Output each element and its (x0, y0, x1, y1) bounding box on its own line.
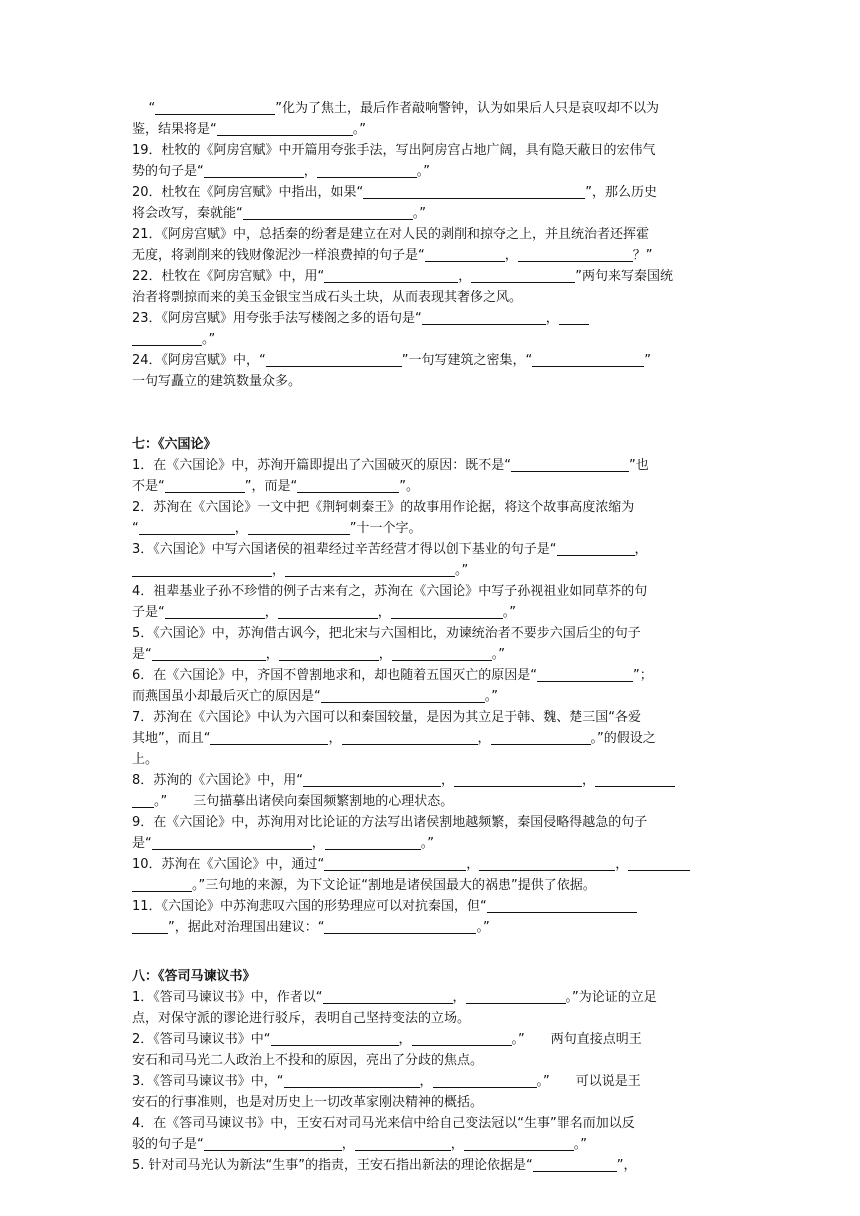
answer-blank[interactable] (271, 1031, 399, 1046)
answer-blank[interactable] (325, 835, 421, 850)
question-line: ， 。” (132, 560, 732, 581)
answer-blank[interactable] (243, 205, 413, 220)
question-line: 将会改写，秦就能“ 。” (132, 206, 426, 221)
answer-blank[interactable] (466, 989, 566, 1004)
answer-blank[interactable] (533, 1157, 617, 1172)
question-line: 子是“ ， ， 。” (132, 605, 517, 620)
answer-blank[interactable] (323, 989, 453, 1004)
question-5: 5. 针对司马光认为新法“生事”的指责，王安石指出新法的理论依据是“ ”， (132, 1158, 637, 1173)
question-line: 而燕国虽小却最后灭亡的原因是“ 。” (132, 689, 498, 704)
question-line: 是“ ， ， 。” (132, 647, 506, 662)
answer-blank[interactable] (297, 478, 399, 493)
question-9: 9．在《六国论》中，苏洵用对比论证的方法写出诸侯割地越频繁，秦国侵略得越急的句子 (132, 815, 648, 830)
answer-blank[interactable] (279, 646, 379, 661)
answer-blank[interactable] (204, 163, 304, 178)
question-24: 24．《阿房宫赋》中，“ ”一句写建筑之密集，“ ” (132, 353, 652, 368)
question-23: 23．《阿房宫赋》用夸张手法写楼阁之多的语句是“ ， (132, 308, 732, 329)
question-line: 无度，将剥削来的钱财像泥沙一样浪费掉的句子是“ ， ？” (132, 248, 653, 263)
answer-blank[interactable] (454, 772, 582, 787)
answer-blank[interactable] (204, 1136, 342, 1151)
question-1: 1．《答司马谏议书》中，作者以“ ， 。”为论证的立足 (132, 990, 657, 1005)
answer-blank[interactable] (363, 184, 585, 199)
question-line: 。” (132, 329, 732, 350)
question-7: 7．苏洵在《六国论》中认为六国可以和秦国较量，是因为其立足于韩、魏、楚三国“各爱 (132, 710, 642, 725)
answer-blank[interactable] (532, 352, 644, 367)
answer-blank[interactable] (217, 121, 353, 136)
answer-blank[interactable] (152, 835, 312, 850)
question-2: 2．苏洵在《六国论》一文中把《荆轲刺秦王》的故事用作论据，将这个故事高度浓缩为 (132, 500, 635, 515)
question-line: 上。 (132, 752, 159, 767)
answer-blank[interactable] (165, 604, 265, 619)
answer-blank[interactable] (559, 310, 589, 325)
answer-blank[interactable] (132, 331, 202, 346)
question-19: 19．杜牧的《阿房宫赋》中开篇用夸张手法，写出阿房宫占地广阔，具有隐天蔽日的宏伟气 (132, 143, 656, 158)
answer-blank[interactable] (284, 1073, 420, 1088)
answer-blank[interactable] (464, 1136, 574, 1151)
question-4: 4．祖辈基业子孙不珍惜的例子古来有之，苏洵在《六国论》中写子孙视祖业如同草芥的句 (132, 584, 648, 599)
question-line: “ ”化为了焦土，最后作者敲响警钟，认为如果后人只是哀叹却不以为 (148, 101, 660, 116)
question-line: 一句写矗立的建筑数量众多。 (132, 374, 302, 389)
answer-blank[interactable] (537, 667, 633, 682)
answer-blank[interactable] (324, 919, 476, 934)
question-11: 11．《六国论》中苏洵悲叹六国的形势理应可以对抗秦国，但“ (132, 896, 732, 917)
question-line: 安石和司马光二人政治上不投和的原因，亮出了分歧的焦点。 (132, 1053, 484, 1068)
answer-blank[interactable] (303, 772, 441, 787)
answer-blank[interactable] (132, 919, 168, 934)
question-2: 2．《答司马谏议书》中“ ， 。” 两句直接点明王 (132, 1032, 642, 1047)
answer-blank[interactable] (139, 520, 235, 535)
question-line: 点，对保守派的谬论进行驳斥，表明自己坚持变法的立场。 (132, 1011, 471, 1026)
answer-blank[interactable] (278, 604, 378, 619)
question-line: 。”三句地的来源，为下文论证“割地是诸侯国最大的祸患”提供了依据。 (132, 875, 732, 896)
answer-blank[interactable] (412, 1031, 512, 1046)
question-1: 1．在《六国论》中，苏洵开篇即提出了六国破灭的原因：既不是“ ”也 (132, 458, 649, 473)
answer-blank[interactable] (132, 793, 154, 808)
answer-blank[interactable] (152, 646, 266, 661)
answer-blank[interactable] (248, 520, 350, 535)
worksheet-page (132, 98, 732, 1176)
question-line: 安石的行事准则，也是对历史上一切改革家刚决精神的概括。 (132, 1095, 484, 1110)
question-4: 4．在《答司马谏议书》中，王安石对司马光来信中给自己变法冠以“生事”罪名而加以反 (132, 1116, 635, 1131)
answer-blank[interactable] (342, 730, 478, 745)
question-line: 鉴，结果将是“ 。” (132, 122, 366, 137)
answer-blank[interactable] (491, 730, 591, 745)
question-22: 22．杜牧在《阿房宫赋》中，用“ ， ”两句来写秦国统 (132, 269, 674, 284)
answer-blank[interactable] (518, 247, 633, 262)
question-8: 8．苏洵的《六国论》中，用“ ， ， (132, 770, 732, 791)
answer-blank[interactable] (392, 646, 492, 661)
answer-blank[interactable] (422, 310, 546, 325)
question-20: 20．杜牧在《阿房宫赋》中指出，如果“ ”，那么历史 (132, 185, 658, 200)
answer-blank[interactable] (132, 562, 272, 577)
question-line: 是“ ， 。” (132, 836, 435, 851)
question-line: ”，据此对治理国出建议：“ 。” (132, 917, 732, 938)
answer-blank[interactable] (165, 478, 245, 493)
question-line: 其地”，而且“ ， ， 。”的假设之 (132, 731, 656, 746)
question-line: 治者将剽掠而来的美玉金银宝当成石头土块，从而表现其奢侈之风。 (132, 290, 523, 305)
answer-blank[interactable] (324, 268, 458, 283)
answer-blank[interactable] (355, 1136, 451, 1151)
answer-blank[interactable] (266, 352, 402, 367)
answer-blank[interactable] (557, 541, 635, 556)
question-line: “ ， ”十一个字。 (132, 521, 422, 536)
answer-blank[interactable] (433, 1073, 537, 1088)
section-heading-da-sima: 八：《答司马谏议书》 (132, 969, 256, 984)
answer-blank[interactable] (628, 856, 690, 871)
answer-blank[interactable] (487, 898, 637, 913)
answer-blank[interactable] (471, 268, 575, 283)
question-line: 不是“ ”，而是“ ”。 (132, 479, 419, 494)
section-heading-liuguolun: 七：《六国论》 (132, 437, 217, 452)
answer-blank[interactable] (321, 688, 485, 703)
question-6: 6．在《六国论》中，齐国不曾割地求和，却也随着五国灭亡的原因是“ ”； (132, 668, 653, 683)
answer-blank[interactable] (479, 856, 615, 871)
answer-blank[interactable] (595, 772, 675, 787)
question-line: 。” 三句描摹出诸侯向秦国频繁割地的心理状态。 (132, 791, 732, 812)
question-line: 驳的句子是“ ， ， 。” (132, 1137, 588, 1152)
answer-blank[interactable] (511, 457, 629, 472)
question-3: 3．《六国论》中写六国诸侯的祖辈经过辛苦经营才得以创下基业的句子是“ ， (132, 542, 648, 557)
question-5: 5．《六国论》中，苏洵借古讽今，把北宋与六国相比，劝谏统治者不要步六国后尘的句子 (132, 626, 641, 641)
answer-blank[interactable] (285, 562, 455, 577)
answer-blank[interactable] (210, 730, 328, 745)
answer-blank[interactable] (391, 604, 503, 619)
answer-blank[interactable] (132, 877, 192, 892)
question-10: 10．苏洵在《六国论》中，通过“ ， ， (132, 854, 732, 875)
question-21: 21．《阿房宫赋》中，总括秦的纷奢是建立在对人民的剥削和掠夺之上，并且统治者还挥霍 (132, 227, 650, 242)
question-3: 3．《答司马谏议书》中，“ ， 。” 可以说是王 (132, 1074, 641, 1089)
answer-blank[interactable] (324, 856, 466, 871)
question-line: 势的句子是“ ， 。” (132, 164, 431, 179)
answer-blank[interactable] (155, 100, 275, 115)
answer-blank[interactable] (425, 247, 505, 262)
answer-blank[interactable] (317, 163, 417, 178)
